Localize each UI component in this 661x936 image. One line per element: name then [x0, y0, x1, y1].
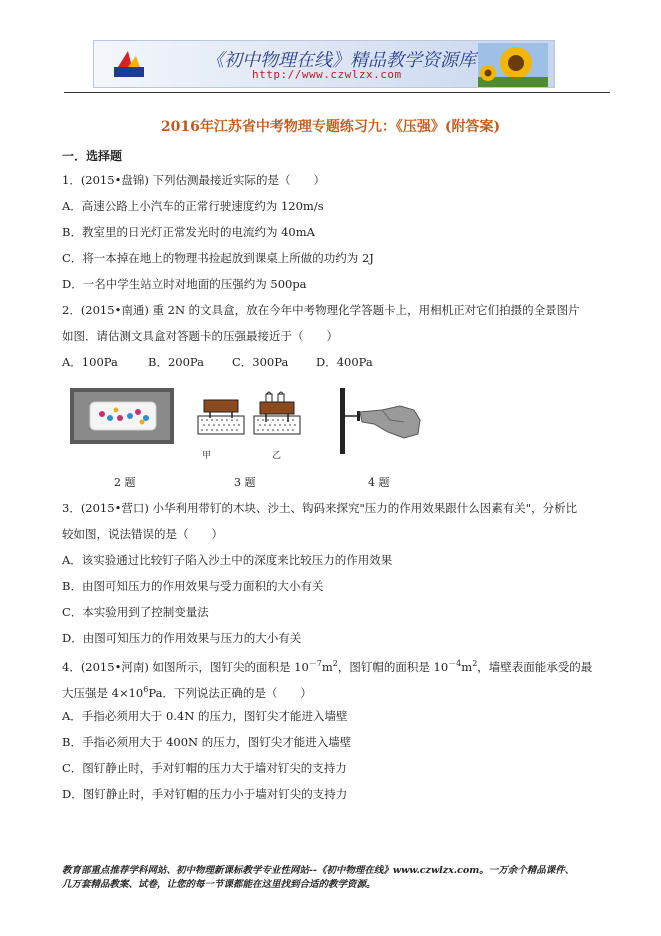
q3-option-a: A．该实验通过比较钉子陷入沙土中的深度来比较压力的作用效果 — [62, 553, 393, 567]
q1-option-d: D．一名中学生站立时对地面的压强约为 500pa — [62, 277, 307, 291]
label-jia: 甲 — [202, 451, 212, 461]
caption-figure-3: 3 题 — [234, 476, 256, 489]
q2-option-a: A．100Pa — [62, 355, 118, 369]
footer-line-2: 几万套精品教案、试卷，让您的每一节课都能在这里找到合适的教学资源。 — [62, 879, 376, 890]
q4-stem-line1: 4．(2015•河南) 如图所示，图钉尖的面积是 $10^{-7}m^2$，图钉帽的面积是 $10^{-4}m^2$，墙壁表面能承受的最 — [62, 659, 593, 674]
sunflower-icon — [478, 43, 548, 87]
banner-title: 《初中物理在线》精品教学资源库 — [206, 50, 476, 71]
caption-figure-2: 2 题 — [114, 476, 136, 489]
q1-option-c: C．将一本掉在地上的物理书捡起放到课桌上所做的功约为 2J — [62, 251, 374, 265]
q3-option-c: C．本实验用到了控制变量法 — [62, 605, 209, 619]
q4-option-d: D．图钉静止时，手对钉帽的压力小于墙对钉尖的支持力 — [62, 787, 348, 801]
q2-stem-line2: 如图．请估测文具盒对答题卡的压强最接近于（ ） — [62, 329, 338, 343]
figure-3-nail-board-sand — [192, 388, 306, 446]
q4-option-b: B．手指必须用大于 400N 的压力，图钉尖才能进入墙壁 — [62, 735, 352, 749]
document-title: 2016年江苏省中考物理专题练习九：《压强》(附答案) — [160, 119, 501, 135]
q3-stem-line1: 3．(2015•营口) 小华利用带钉的木块、沙土、钩码来探究"压力的作用效果跟什么因素有关"，分析比 — [62, 501, 578, 515]
banner-url: http://www.czwlzx.com — [252, 68, 402, 81]
q2-stem-line1: 2．(2015•南通) 重 2N 的文具盒，放在今年中考物理化学答题卡上，用相机正对它们拍摄的全景图片 — [62, 303, 580, 317]
section-heading: 一．选择题 — [62, 149, 123, 163]
caption-figure-4: 4 题 — [368, 476, 390, 489]
page-footer — [62, 864, 622, 892]
q3-stem-line2: 较如图，说法错误的是（ ） — [62, 527, 223, 541]
q1-option-a: A．高速公路上小汽车的正常行驶速度约为 120m/s — [62, 199, 324, 213]
figure-2-pencil-box — [70, 388, 174, 444]
q4-option-c: C．图钉静止时，手对钉帽的压力大于墙对钉尖的支持力 — [62, 761, 347, 775]
header-rule — [64, 92, 610, 93]
q4-option-a: A．手指必须用大于 0.4N 的压力，图钉尖才能进入墙壁 — [62, 709, 348, 723]
q2-option-b: B．200Pa — [148, 355, 204, 369]
figure-4-thumb-pushing-pin — [330, 386, 424, 456]
q4-stem-line2: 大压强是 $4\times 10^6Pa$．下列说法正确的是（ ） — [62, 685, 312, 700]
q2-option-c: C．300Pa — [232, 355, 289, 369]
q2-option-d: D．400Pa — [316, 355, 373, 369]
label-yi: 乙 — [272, 451, 282, 461]
site-logo-icon — [112, 47, 146, 81]
q1-stem: 1．(2015•盘锦) 下列估测最接近实际的是（ ） — [62, 173, 325, 187]
q2-options — [62, 354, 373, 370]
q3-option-d: D．由图可知压力的作用效果与压力的大小有关 — [62, 631, 302, 645]
q1-option-b: B．教室里的日光灯正常发光时的电流约为 40mA — [62, 225, 315, 239]
q3-option-b: B．由图可知压力的作用效果与受力面积的大小有关 — [62, 579, 324, 593]
footer-line-1: 教育部重点推荐学科网站、初中物理新课标教学专业性网站--《初中物理在线》www.czwlzx.com。一万余个精品课件、 — [62, 865, 575, 876]
header-banner — [93, 40, 555, 88]
